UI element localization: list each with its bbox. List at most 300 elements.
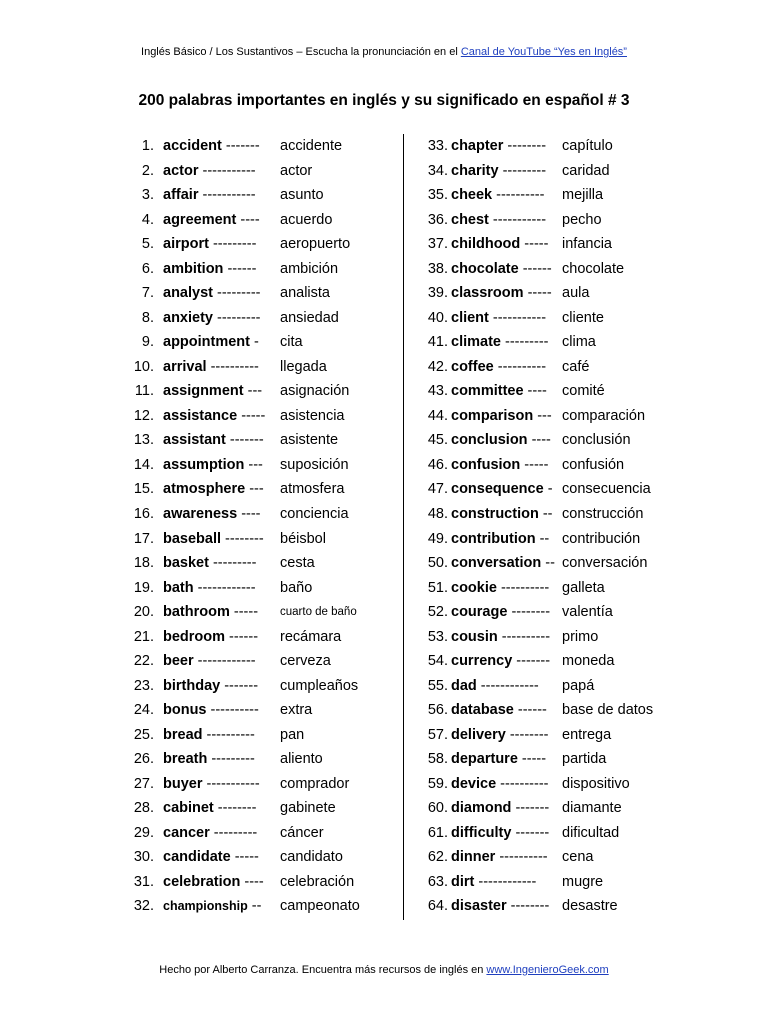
vocab-english: [163, 894, 261, 919]
footer-text: Hecho por Alberto Carranza. Encuentra más recursos de inglés en: [159, 964, 487, 976]
vocab-english: [163, 649, 256, 674]
vocab-spanish: dispositivo: [562, 775, 630, 792]
english-word: assumption: [163, 456, 245, 473]
vocab-spanish: cliente: [562, 309, 604, 326]
vocab-spanish: contribución: [562, 530, 641, 547]
vocab-english: [163, 404, 265, 429]
vocab-row: [118, 477, 398, 502]
vocab-english: [451, 845, 548, 870]
vocab-spanish: gabinete: [280, 800, 336, 817]
vocab-english: [163, 183, 256, 208]
vocab-number: 28.: [133, 800, 154, 817]
vocab-english: [451, 674, 539, 699]
vocab-number: 6.: [141, 260, 154, 277]
vocab-spanish: cumpleaños: [280, 677, 359, 694]
vocab-number: 19.: [133, 579, 154, 596]
vocab-english: [163, 134, 260, 159]
vocab-row: [118, 208, 398, 233]
vocab-english: [451, 527, 549, 552]
english-word: cancer: [163, 824, 210, 841]
vocab-english: [451, 428, 551, 453]
english-word: conclusion: [451, 432, 528, 449]
vocab-english: [451, 477, 553, 502]
dash-separator: ----------: [206, 358, 259, 375]
vocab-number: 26.: [133, 751, 154, 768]
english-word: climate: [451, 334, 501, 351]
vocab-number: 52.: [427, 604, 448, 621]
vocab-row: [410, 502, 710, 527]
vocab-row: [118, 183, 398, 208]
vocab-row: [410, 870, 710, 895]
dash-separator: -----: [517, 751, 547, 768]
english-word: disaster: [451, 898, 507, 915]
dash-separator: ---------: [498, 162, 547, 179]
english-word: comparison: [451, 407, 534, 424]
english-word: celebration: [163, 873, 241, 890]
vocab-spanish: accidente: [280, 138, 343, 154]
english-word: dad: [451, 677, 477, 694]
vocab-number: 59.: [427, 775, 448, 792]
vocab-number: 11.: [134, 383, 154, 400]
vocab-row: [118, 649, 398, 674]
vocab-number: 35.: [427, 187, 448, 204]
vocab-number: 12.: [133, 407, 154, 424]
vocab-row: [118, 845, 398, 870]
vocab-spanish: candidato: [280, 849, 343, 866]
english-word: buyer: [163, 775, 203, 792]
vocab-number: 42.: [427, 358, 448, 375]
vocab-spanish: comparación: [562, 407, 646, 424]
vocab-spanish: comprador: [280, 775, 350, 792]
vocab-english: [163, 551, 256, 576]
vocab-number: 1.: [141, 138, 154, 154]
vocab-number: 27.: [133, 775, 154, 792]
vocab-spanish: béisbol: [280, 530, 326, 547]
english-word: delivery: [451, 726, 506, 743]
vocab-row: [118, 698, 398, 723]
page-header: [0, 46, 768, 58]
vocab-row: [118, 551, 398, 576]
vocab-row: [118, 257, 398, 282]
english-word: anxiety: [163, 309, 213, 326]
vocab-number: 44.: [427, 407, 448, 424]
vocab-spanish: suposición: [280, 456, 349, 473]
vocab-number: 54.: [427, 653, 448, 670]
dash-separator: ---------: [209, 824, 258, 841]
vocab-english: [163, 281, 260, 306]
vocab-english: [451, 698, 547, 723]
vocab-number: 4.: [141, 211, 154, 228]
vocab-english: [163, 870, 264, 895]
vocab-english: [163, 821, 257, 846]
vocab-spanish: ansiedad: [280, 309, 339, 326]
dash-separator: -----: [520, 456, 549, 473]
vocab-row: [118, 134, 398, 159]
english-word: chapter: [451, 138, 504, 154]
vocab-row: [118, 453, 398, 478]
vocab-number: 45.: [427, 432, 448, 449]
vocab-english: [163, 208, 260, 233]
vocab-row: [410, 527, 710, 552]
vocab-spanish: ambición: [280, 260, 339, 277]
vocab-spanish: valentía: [562, 604, 613, 621]
vocab-english: [163, 698, 259, 723]
vocab-english: [451, 379, 547, 404]
vocab-spanish: analista: [280, 285, 330, 302]
english-word: appointment: [163, 334, 250, 351]
vocab-english: [163, 379, 262, 404]
vocab-spanish: conversación: [562, 555, 648, 572]
dash-separator: ----------: [492, 187, 545, 204]
vocab-number: 37.: [427, 236, 448, 253]
vocab-number: 33.: [427, 138, 448, 154]
vocab-english: [451, 723, 549, 748]
dash-separator: ------: [223, 260, 257, 277]
english-word: courage: [451, 604, 508, 621]
dash-separator: -----: [230, 849, 259, 866]
vocab-number: 15.: [133, 481, 154, 498]
vocab-english: [451, 257, 552, 282]
english-word: contribution: [451, 530, 536, 547]
vocab-number: 61.: [427, 824, 448, 841]
dash-separator: ---------: [500, 334, 549, 351]
dash-separator: ---------: [208, 236, 257, 253]
dash-separator: -------: [512, 653, 551, 670]
vocab-number: 55.: [427, 677, 448, 694]
dash-separator: -----: [520, 236, 549, 253]
vocab-number: 39.: [427, 285, 448, 302]
vocab-number: 5.: [141, 236, 154, 253]
dash-separator: ------: [225, 628, 259, 645]
vocab-english: [451, 821, 549, 846]
vocab-spanish: infancia: [562, 236, 612, 253]
vocab-english: [163, 453, 263, 478]
vocab-row: [410, 134, 710, 159]
vocab-spanish: café: [562, 358, 590, 375]
dash-separator: ---------: [212, 285, 261, 302]
dash-separator: ----: [523, 383, 547, 400]
page-title: 200 palabras importantes en inglés y su significado en español # 3: [138, 92, 630, 109]
vocab-number: 30.: [133, 849, 154, 866]
vocab-english: [163, 576, 256, 601]
dash-separator: ----: [237, 505, 261, 522]
english-word: device: [451, 775, 497, 792]
vocab-spanish: primo: [562, 628, 599, 645]
vocab-english: [451, 453, 548, 478]
vocab-spanish: desastre: [562, 898, 618, 915]
vocab-english: [163, 306, 260, 331]
vocab-english: [451, 306, 546, 331]
english-word: conversation: [451, 555, 542, 572]
vocab-row: [410, 845, 710, 870]
vocab-spanish: diamante: [562, 800, 622, 817]
english-word: departure: [451, 751, 518, 768]
vocab-row: [118, 674, 398, 699]
vocab-row: [118, 894, 398, 919]
vocab-english: [163, 796, 256, 821]
english-word: bathroom: [163, 604, 230, 621]
dash-separator: -------: [511, 800, 550, 817]
dash-separator: ----------: [202, 726, 255, 743]
vocab-number: 9.: [141, 334, 154, 351]
vocab-spanish: mugre: [562, 873, 604, 890]
vocab-spanish: cerveza: [280, 653, 331, 670]
vocab-row: [118, 355, 398, 380]
vocab-english: [451, 894, 549, 919]
vocab-number: 46.: [427, 456, 448, 473]
english-word: bedroom: [163, 628, 226, 645]
vocab-spanish: asignación: [280, 383, 350, 400]
vocab-english: [451, 502, 553, 527]
vocab-row: [410, 379, 710, 404]
vocab-spanish: asistencia: [280, 407, 345, 424]
vocab-number: 56.: [427, 702, 448, 719]
vocab-row: [410, 404, 710, 429]
vocab-spanish: baño: [280, 579, 313, 596]
english-word: airport: [163, 236, 209, 253]
vocab-row: [118, 428, 398, 453]
vocab-number: 3.: [141, 187, 154, 204]
vocab-english: [163, 232, 256, 257]
english-word: birthday: [163, 677, 221, 694]
vocab-spanish: extra: [280, 702, 313, 719]
vocab-number: 34.: [427, 162, 448, 179]
vocab-spanish: cesta: [280, 555, 315, 572]
vocab-english: [163, 355, 259, 380]
dash-separator: -----: [523, 285, 552, 302]
vocab-english: [451, 159, 546, 184]
vocab-english: [451, 576, 549, 601]
vocab-row: [410, 674, 710, 699]
dash-separator: ----: [240, 873, 264, 890]
dash-separator: -------: [225, 432, 264, 449]
vocab-english: [163, 772, 260, 797]
dash-separator: ------------: [193, 579, 256, 596]
vocab-number: 16.: [133, 505, 154, 522]
dash-separator: -------: [511, 824, 550, 841]
vocab-spanish: actor: [280, 162, 313, 179]
vocab-spanish: mejilla: [562, 187, 604, 204]
vocab-english: [451, 404, 552, 429]
vocab-spanish: aula: [562, 285, 590, 302]
english-word: bread: [163, 726, 203, 743]
english-word: consequence: [451, 481, 544, 498]
dash-separator: ----------: [493, 358, 547, 375]
vocab-row: [118, 772, 398, 797]
english-word: classroom: [451, 285, 524, 302]
vocab-row: [410, 723, 710, 748]
dash-separator: ----: [236, 211, 260, 228]
dash-separator: -------: [221, 138, 260, 154]
vocab-english: [451, 625, 550, 650]
dash-separator: -------: [220, 677, 259, 694]
vocab-row: [410, 257, 710, 282]
english-word: assistant: [163, 432, 226, 449]
vocab-english: [163, 600, 258, 625]
vocab-spanish: consecuencia: [562, 481, 651, 498]
english-word: cousin: [451, 628, 498, 645]
vocab-number: 24.: [133, 702, 154, 719]
vocab-row: [118, 723, 398, 748]
english-word: ambition: [163, 260, 224, 277]
vocab-number: 36.: [427, 211, 448, 228]
vocab-row: [410, 428, 710, 453]
vocab-row: [118, 159, 398, 184]
vocab-number: 47.: [427, 481, 448, 498]
vocab-spanish: aeropuerto: [280, 236, 351, 253]
english-word: childhood: [451, 236, 521, 253]
vocab-spanish: chocolate: [562, 260, 625, 277]
english-word: client: [451, 309, 489, 326]
vocab-row: [118, 281, 398, 306]
english-word: analyst: [163, 285, 213, 302]
english-word: affair: [163, 187, 199, 204]
dash-separator: ---: [243, 383, 263, 400]
vocab-row: [410, 747, 710, 772]
vocab-english: [451, 747, 546, 772]
vocab-spanish: asunto: [280, 187, 324, 204]
english-word: cheek: [451, 187, 493, 204]
vocab-english: [451, 134, 546, 159]
dash-separator: -----------: [198, 187, 256, 204]
vocab-english: [451, 649, 550, 674]
english-word: atmosphere: [163, 481, 246, 498]
vocab-english: [451, 330, 548, 355]
dash-separator: --------: [506, 898, 550, 915]
dash-separator: ------------: [476, 677, 539, 694]
english-word: confusion: [451, 456, 521, 473]
vocab-row: [410, 232, 710, 257]
vocab-row: [410, 330, 710, 355]
vocab-number: 43.: [427, 383, 448, 400]
vocab-spanish: aliento: [280, 751, 323, 768]
vocab-spanish: celebración: [280, 873, 355, 890]
dash-separator: ----: [527, 432, 551, 449]
vocab-spanish: conclusión: [562, 432, 631, 449]
vocab-number: 60.: [427, 800, 448, 817]
vocab-spanish: llegada: [280, 358, 327, 375]
vocab-number: 10.: [133, 358, 154, 375]
english-word: cabinet: [163, 800, 214, 817]
vocab-english: [451, 281, 552, 306]
vocab-row: [410, 281, 710, 306]
vocab-number: 13.: [133, 432, 154, 449]
vocab-english: [451, 772, 548, 797]
vocab-number: 14.: [133, 456, 154, 473]
english-word: dinner: [451, 849, 496, 866]
vocab-spanish: acuerdo: [280, 211, 333, 228]
english-word: candidate: [163, 849, 231, 866]
vocab-spanish: base de datos: [562, 702, 654, 719]
english-word: basket: [163, 555, 209, 572]
vocab-number: 40.: [427, 309, 448, 326]
vocab-spanish: partida: [562, 751, 607, 768]
youtube-channel-link[interactable]: Canal de YouTube “Yes en Inglés”: [460, 46, 627, 58]
vocab-number: 38.: [427, 260, 448, 277]
english-word: agreement: [163, 211, 237, 228]
dash-separator: -: [543, 481, 553, 498]
column-divider: [403, 134, 404, 920]
vocab-spanish: asistente: [280, 432, 339, 449]
vocab-number: 25.: [133, 726, 154, 743]
vocab-number: 62.: [427, 849, 448, 866]
vocab-row: [410, 159, 710, 184]
vocab-spanish: dificultad: [562, 824, 620, 841]
dash-separator: ----------: [496, 775, 549, 792]
vocab-english: [163, 428, 264, 453]
vocab-number: 29.: [133, 824, 154, 841]
vocab-spanish: pecho: [562, 211, 602, 228]
vocab-english: [451, 355, 546, 380]
vocab-english: [451, 600, 550, 625]
dash-separator: ------: [518, 260, 552, 277]
vocab-row: [410, 576, 710, 601]
dash-separator: -----------: [202, 775, 260, 792]
dash-separator: --: [535, 530, 550, 547]
vocab-spanish: cita: [280, 334, 303, 351]
vocab-row: [410, 453, 710, 478]
right-word-column: [410, 134, 710, 919]
english-word: construction: [451, 505, 539, 522]
vocab-row: [410, 649, 710, 674]
vocab-english: [163, 674, 258, 699]
vocab-spanish: galleta: [562, 579, 605, 596]
dash-separator: --------: [213, 800, 257, 817]
dash-separator: ----------: [497, 628, 551, 645]
dash-separator: -----------: [488, 309, 547, 326]
vocab-row: [410, 306, 710, 331]
vocab-number: 57.: [427, 726, 448, 743]
dash-separator: ---: [245, 481, 264, 498]
dash-separator: ----------: [496, 579, 550, 596]
english-word: database: [451, 702, 514, 719]
vocab-row: [118, 747, 398, 772]
vocab-row: [118, 576, 398, 601]
vocab-row: [118, 870, 398, 895]
english-word: chest: [451, 211, 489, 228]
vocab-row: [118, 379, 398, 404]
vocab-english: [451, 870, 536, 895]
english-word: assistance: [163, 407, 238, 424]
vocab-number: 21.: [133, 628, 154, 645]
dash-separator: ------------: [193, 653, 256, 670]
dash-separator: ---: [244, 456, 263, 473]
vocab-row: [118, 796, 398, 821]
header-text: Inglés Básico / Los Sustantivos – Escucha la pronunciación en el: [141, 46, 461, 58]
dash-separator: -----: [237, 407, 266, 424]
vocab-spanish: clima: [562, 334, 596, 351]
vocab-english: [451, 232, 548, 257]
vocab-row: [410, 208, 710, 233]
vocab-row: [410, 183, 710, 208]
vocab-spanish: confusión: [562, 456, 625, 473]
vocab-row: [410, 821, 710, 846]
vocab-row: [410, 772, 710, 797]
dash-separator: --: [247, 898, 262, 915]
english-word: awareness: [163, 505, 238, 522]
vocab-row: [118, 821, 398, 846]
page-footer: [0, 964, 768, 976]
vocab-spanish: cuarto de baño: [280, 606, 357, 619]
vocab-spanish: conciencia: [280, 505, 349, 522]
english-word: diamond: [451, 800, 512, 817]
dash-separator: ---------: [208, 555, 257, 572]
vocab-spanish: comité: [562, 383, 605, 400]
dash-separator: --------: [505, 726, 549, 743]
english-word: actor: [163, 162, 199, 179]
vocab-row: [410, 625, 710, 650]
ingenierogeek-link[interactable]: www.IngenieroGeek.com: [486, 964, 609, 976]
